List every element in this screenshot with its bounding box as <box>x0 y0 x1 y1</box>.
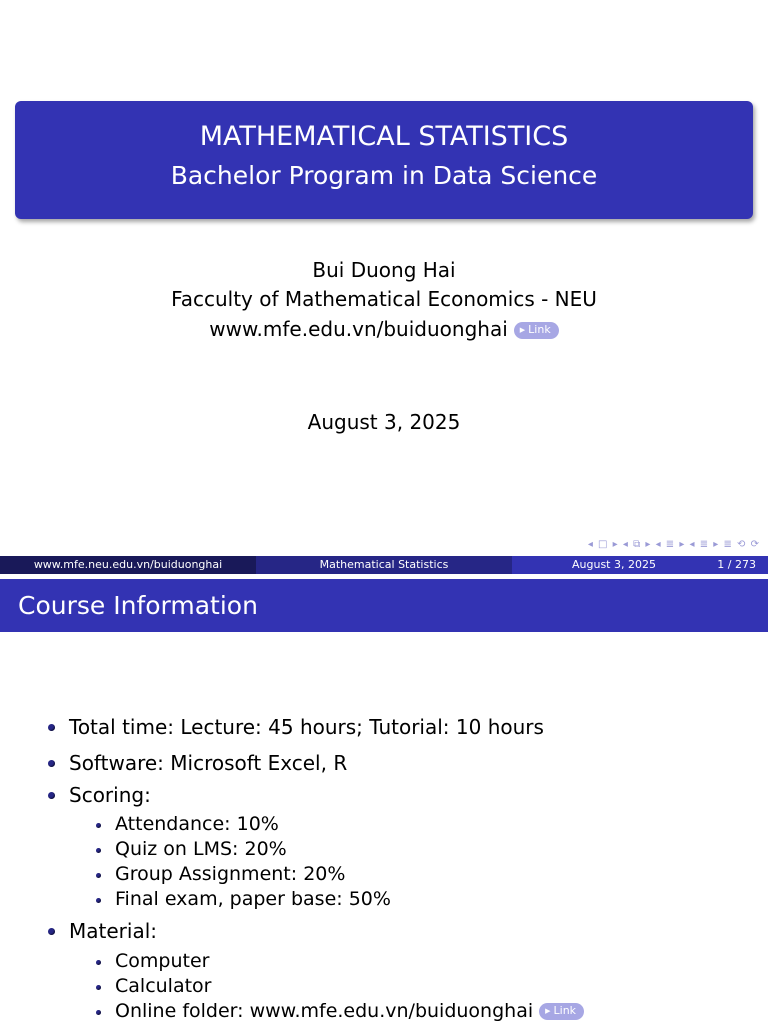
sub-list-item: Group Assignment: 20% <box>115 863 346 885</box>
play-triangle-icon: ▶ <box>519 326 526 334</box>
footer-right <box>512 556 768 574</box>
sub-bullet-icon <box>96 1010 101 1015</box>
bullet-icon <box>48 792 55 799</box>
list-item: Scoring: <box>69 783 151 807</box>
list-item: Material: <box>69 919 157 943</box>
play-triangle-icon: ▶ <box>545 1007 551 1015</box>
footer-website: www.mfe.neu.edu.vn/buiduonghai <box>0 556 256 574</box>
link-label: Link <box>553 1004 577 1017</box>
sub-bullet-icon <box>96 823 101 828</box>
list-item: Total time: Lecture: 45 hours; Tutorial: 10 hours <box>69 715 544 739</box>
footer-course-title: Mathematical Statistics <box>256 556 512 574</box>
sub-list-item: Quiz on LMS: 20% <box>115 838 287 860</box>
sub-bullet-icon <box>96 898 101 903</box>
website-link-button[interactable] <box>514 322 559 339</box>
sub-bullet-icon <box>96 873 101 878</box>
bullet-icon <box>48 760 55 767</box>
online-folder-link-button[interactable] <box>539 1003 584 1020</box>
slide-title: MATHEMATICAL STATISTICS <box>199 121 569 152</box>
list-item: Software: Microsoft Excel, R <box>69 751 348 775</box>
online-folder-text: Online folder: www.mfe.edu.vn/buiduonghai <box>115 1000 534 1022</box>
footer-page-number: 1 / 273 <box>717 558 756 571</box>
presentation-date: August 3, 2025 <box>307 410 461 434</box>
title-box <box>15 101 753 219</box>
footer-date: August 3, 2025 <box>572 558 656 571</box>
footer-bar <box>0 556 768 574</box>
website-text: www.mfe.edu.vn/buiduonghai <box>209 317 508 341</box>
sub-bullet-icon <box>96 985 101 990</box>
website-line <box>0 317 768 341</box>
slide-subtitle: Bachelor Program in Data Science <box>170 161 598 190</box>
sub-bullet-icon <box>96 848 101 853</box>
beamer-navigation-icons[interactable]: ◂ □ ▸ ◂ ⧉ ▸ ◂ ≣ ▸ ◂ ≣ ▸ ≣ ⟲ ⟳ <box>587 539 760 550</box>
sub-list-item-with-link <box>115 1000 584 1022</box>
bullet-icon <box>48 928 55 935</box>
sub-list-item: Final exam, paper base: 50% <box>115 888 391 910</box>
sub-list-item: Calculator <box>115 975 212 997</box>
frame-title: Course Information <box>0 579 768 632</box>
author-name: Bui Duong Hai <box>312 258 456 282</box>
link-label: Link <box>528 323 551 336</box>
sub-list-item: Attendance: 10% <box>115 813 279 835</box>
affiliation: Facculty of Mathematical Economics - NEU <box>171 287 597 311</box>
sub-bullet-icon <box>96 960 101 965</box>
sub-list-item: Computer <box>115 950 210 972</box>
bullet-icon <box>48 724 55 731</box>
